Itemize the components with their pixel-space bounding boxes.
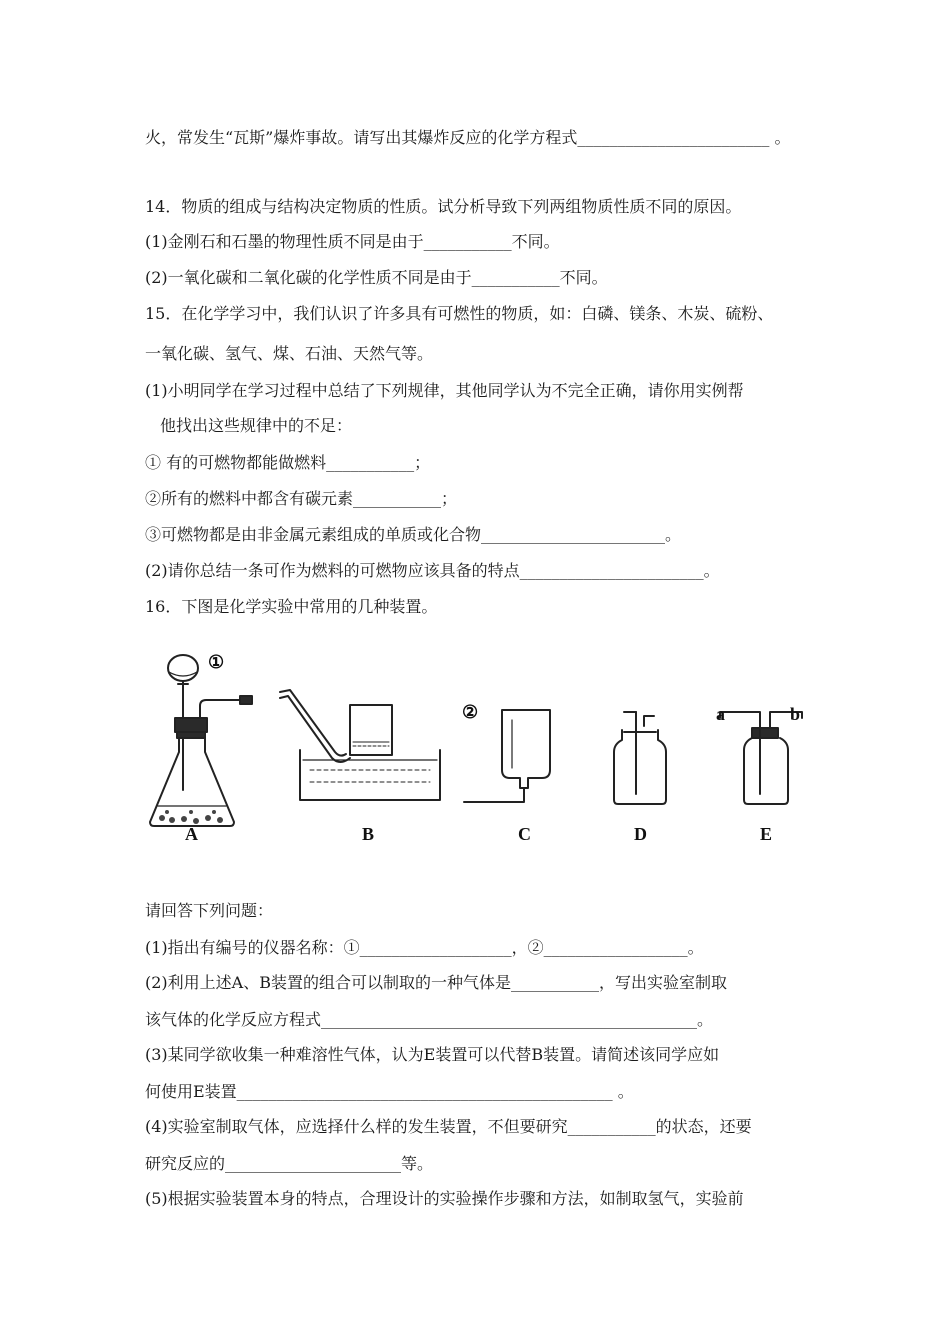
q16-part5: (5)根据实验装置本身的特点，合理设计的实验操作步骤和方法，如制取氢气，实验前 (145, 1189, 744, 1208)
q15-stem: 15．在化学学习中，我们认识了许多具有可燃性的物质，如：白磷、镁条、木炭、硫粉、 (145, 304, 774, 323)
q14-part1: (1)金刚石和石墨的物理性质不同是由于___________不同。 (145, 232, 560, 251)
label-b: B (362, 824, 375, 844)
q16-part4: (4)实验室制取气体，应选择什么样的发生装置，不但要研究___________的状态，还要 (145, 1117, 752, 1136)
q15-part1: (1)小明同学在学习过程中总结了下列规律，其他同学认为不完全正确，请你用实例帮 (145, 381, 744, 400)
apparatus-d (614, 712, 666, 804)
q16-part2: (2)利用上述A、B装置的组合可以制取的一种气体是___________，写出实验室制取 (145, 973, 727, 992)
q16-part2-cont: 该气体的化学反应方程式_______________________________________________。 (145, 1010, 714, 1029)
apparatus-e (720, 712, 802, 804)
q13-tail: 火，常发生“瓦斯”爆炸事故。请写出其爆炸反应的化学方程式________________________ 。 (145, 128, 791, 147)
q16-stem: 16．下图是化学实验中常用的几种装置。 (145, 597, 438, 616)
q15-stem-cont: 一氧化碳、氢气、煤、石油、天然气等。 (145, 344, 434, 363)
q14-stem: 14．物质的组成与结构决定物质的性质。试分析导致下列两组物质性质不同的原因。 (145, 197, 742, 216)
label-a: A (185, 824, 198, 844)
q15-rule3: ③可燃物都是由非金属元素组成的单质或化合物_______________________。 (145, 525, 682, 544)
q16-part4-cont: 研究反应的______________________等。 (145, 1154, 434, 1173)
label-d: D (634, 824, 647, 844)
mark-1: ① (208, 652, 225, 672)
q16-part3: (3)某同学欲收集一种难溶性气体，认为E装置可以代替B装置。请简述该同学应如 (145, 1045, 720, 1064)
q16-part3-cont: 何使用E装置_______________________________________________ 。 (145, 1082, 634, 1101)
apparatus-a (150, 655, 252, 826)
q15-part1-cont: 他找出这些规律中的不足： (160, 416, 353, 435)
q15-rule1: ① 有的可燃物都能做燃料___________； (145, 453, 431, 472)
port-a-label: a (716, 704, 725, 724)
q14-part2: (2)一氧化碳和二氧化碳的化学性质不同是由于___________不同。 (145, 268, 608, 287)
apparatus-figure (140, 640, 810, 850)
q15-rule2: ②所有的燃料中都含有碳元素___________； (145, 489, 458, 508)
apparatus-c (464, 710, 550, 802)
q16-part1: (1)指出有编号的仪器名称：①___________________，②__________________。 (145, 938, 704, 957)
q16-prompt: 请回答下列问题： (145, 901, 274, 920)
apparatus-b (280, 690, 440, 800)
q15-part2: (2)请你总结一条可作为燃料的可燃物应该具备的特点_______________________。 (145, 561, 720, 580)
label-e: E (760, 824, 773, 844)
label-c: C (518, 824, 531, 844)
port-b-label: b (790, 704, 801, 724)
mark-2: ② (462, 702, 479, 722)
